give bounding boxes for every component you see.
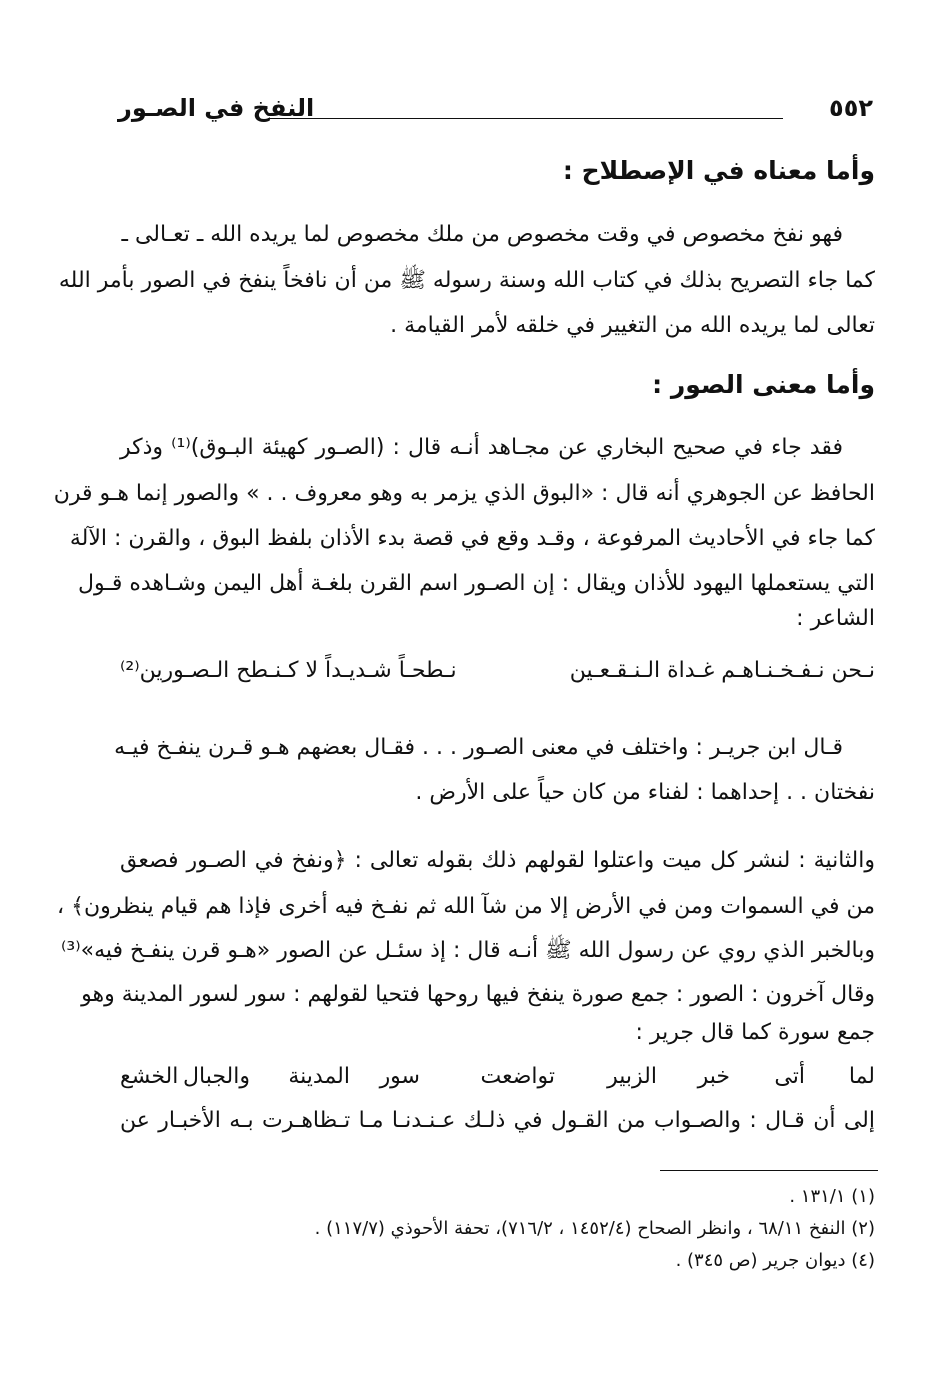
verse-word: الخشع xyxy=(120,1064,179,1089)
verse-first-hemistich: نـحن نـفـخـنـاهـم غـداة الـنـقـعـين xyxy=(569,658,875,683)
paragraph-line: تعالى لما يريده الله من التغيير في خلقه لأمر القيامة . xyxy=(390,313,875,338)
paragraph-line: نفختان . . إحداهما : لفناء من كان حياً على الأرض . xyxy=(415,780,875,805)
verse-word: المدينة xyxy=(288,1064,350,1089)
verse-word: لما xyxy=(848,1064,875,1089)
poetry-verse xyxy=(120,658,875,692)
paragraph-line: التي يستعملها اليهود للأذان ويقال : إن الصـور اسم القرن بلغـة أهل اليمن وشـاهده قـول xyxy=(78,571,875,596)
paragraph-line: فقد جاء في صحيح البخاري عن مجـاهد أنـه قال : (الصـور كهيئة البـوق)⁽¹⁾ وذكر xyxy=(120,435,843,460)
header-rule xyxy=(268,118,783,119)
page-header xyxy=(118,92,873,132)
paragraph-line: وقال آخرون : الصور : جمع صورة ينفخ فيها روحها فتحيا لقولهم : سور لسور المدينة وهو xyxy=(81,982,875,1007)
paragraph-line: فهو نفخ مخصوص في وقت مخصوص من ملك مخصوص لما يريده الله ـ تعـالى ـ xyxy=(121,222,843,247)
section-heading-term: وأما معناه في الإصطلاح : xyxy=(562,156,875,185)
paragraph-line: من في السموات ومن في الأرض إلا من شآ الله ثم نفـخ فيه أخرى فإذا هم قيام ينظرون﴾ ، xyxy=(57,894,875,919)
paragraph-line: إلى أن قـال : والصـواب من القـول في ذلـك عـنـدنـا مـا تـظاهـرت بـه الأخبـار عن xyxy=(120,1108,875,1133)
running-title: النفخ في الصـور xyxy=(118,94,315,122)
verse-word: سور xyxy=(379,1064,420,1089)
footnote-1: (١) ١٣١/١ . xyxy=(789,1186,875,1207)
paragraph-line: قـال ابن جريـر : واختلف في معنى الصـور . . . فقـال بعضهم هـو قـرن ينفـخ فيـه xyxy=(114,735,843,760)
paragraph-line: كما جاء في الأحاديث المرفوعة ، وقـد وقع في قصة بدء الأذان بلفظ البوق ، والقرن : الآلة xyxy=(69,526,875,551)
paragraph-line: وبالخبر الذي روي عن رسول الله ﷺ أنـه قال : إذ سئـل عن الصور «هـو قرن ينفـخ فيه»⁽³⁾ xyxy=(60,938,875,963)
verse-second-hemistich: نـطحـاً شـديـداً لا كـنـطح الـصـورين⁽²⁾ xyxy=(120,658,457,683)
paragraph-line: جمع سورة كما قال جرير : xyxy=(635,1020,875,1045)
verse-word: تواضعت xyxy=(480,1064,555,1089)
section-heading-sur: وأما معنى الصور : xyxy=(652,370,875,399)
verse-word: أتى xyxy=(774,1064,805,1089)
verse-word: الزبير xyxy=(607,1064,657,1089)
paragraph-line: والثانية : لنشر كل ميت واعتلوا لقولهم ذلك بقوله تعالى : ﴿ونفخ في الصـور فصعق xyxy=(120,848,875,873)
paragraph-line: كما جاء التصريح بذلك في كتاب الله وسنة رسوله ﷺ من أن نافخاً ينفخ في الصور بأمر الله xyxy=(58,268,875,293)
poetry-verse xyxy=(120,1064,875,1098)
footnote-separator xyxy=(660,1170,878,1171)
paragraph-line: الحافظ عن الجوهري أنه قال : «البوق الذي يزمر به وهو معروف . . » والصور إنما هـو قرن xyxy=(53,481,875,506)
verse-word: خبر xyxy=(697,1064,730,1089)
footnote-4: (٤) ديوان جرير (ص ٣٤٥) . xyxy=(675,1250,875,1271)
footnote-2: (٢) النفخ ٦٨/١١ ، وانظر الصحاح (١٤٥٢/٤ ، ٧١٦/٢)، تحفة الأحوذي (١١٧/٧) . xyxy=(314,1218,875,1239)
verse-word: والجبال xyxy=(183,1064,250,1089)
paragraph-line: الشاعر : xyxy=(796,606,875,631)
page-number: ٥٥٢ xyxy=(829,94,873,122)
